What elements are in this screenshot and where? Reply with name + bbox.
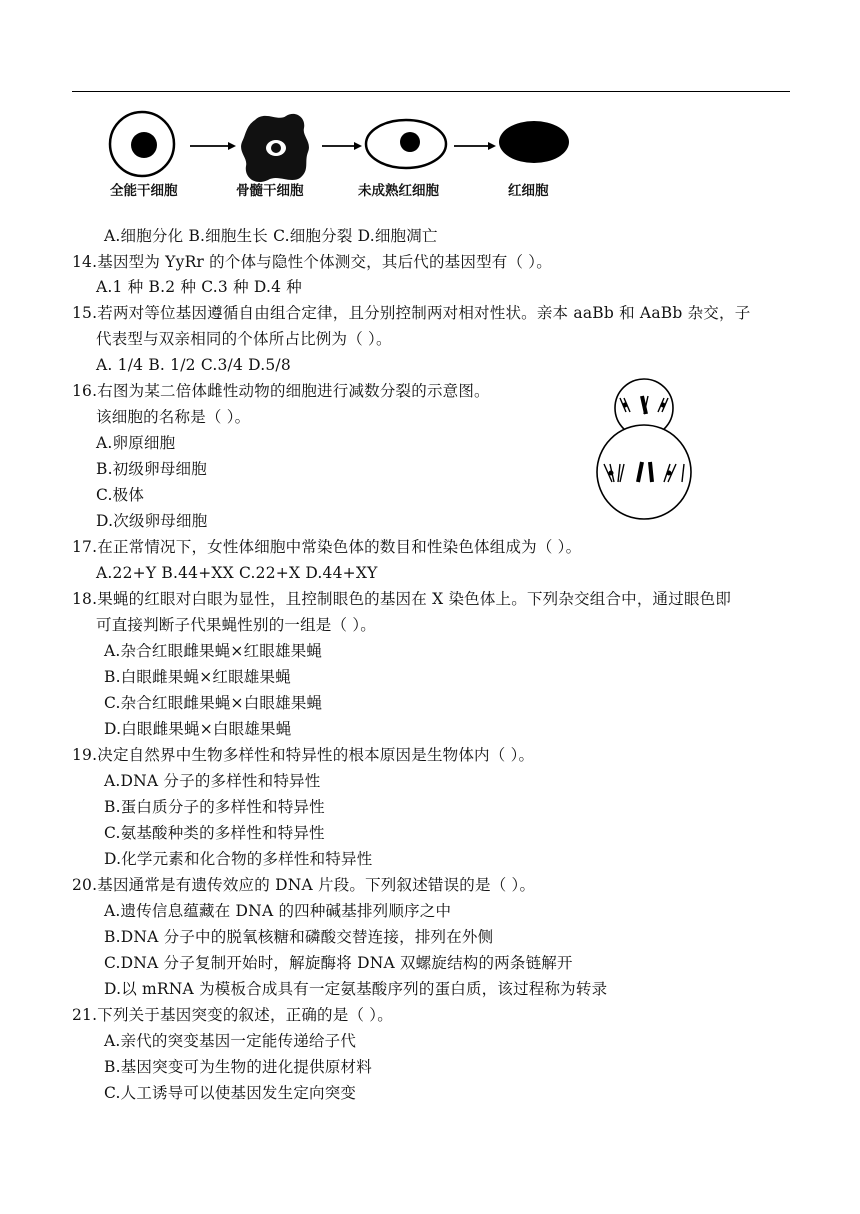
meiosis-cell-figure <box>584 378 704 520</box>
q19-stem: 19.决定自然界中生物多样性和特异性的根本原因是生物体内（ ）。 <box>72 746 535 764</box>
q17-options: A.22+Y B.44+XX C.22+X D.44+XY <box>96 564 378 582</box>
q21-option-c: C.人工诱导可以使基因发生定向突变 <box>104 1084 357 1102</box>
q16-option-a: A.卵原细胞 <box>96 434 176 452</box>
q17-stem: 17.在正常情况下，女性体细胞中常染色体的数目和性染色体组成为（ ）。 <box>72 538 582 556</box>
q19-option-c: C.氨基酸种类的多样性和特异性 <box>104 824 325 842</box>
q19-option-a: A.DNA 分子的多样性和特异性 <box>104 772 321 790</box>
q15-stem-line2: 代表型与双亲相同的个体所占比例为（ ）。 <box>96 330 392 348</box>
q21-option-b: B.基因突变可为生物的进化提供原材料 <box>104 1058 372 1076</box>
header-rule <box>72 91 790 92</box>
q13-options: A.细胞分化 B.细胞生长 C.细胞分裂 D.细胞凋亡 <box>104 227 438 245</box>
q18-stem-line2: 可直接判断子代果蝇性别的一组是（ ）。 <box>96 616 376 634</box>
q20-option-d: D.以 mRNA 为模板合成具有一定氨基酸序列的蛋白质，该过程称为转录 <box>104 980 608 998</box>
figure-label-red-cell: 红细胞 <box>508 183 549 199</box>
red-blood-cell-icon <box>499 121 569 163</box>
q18-option-d: D.白眼雌果蝇×白眼雄果蝇 <box>104 720 292 738</box>
q16-option-c: C.极体 <box>96 486 145 504</box>
q16-option-b: B.初级卵母细胞 <box>96 460 207 478</box>
q19-option-b: B.蛋白质分子的多样性和特异性 <box>104 798 325 816</box>
q14-options: A.1 种 B.2 种 C.3 种 D.4 种 <box>96 278 303 296</box>
figure-label-totipotent: 全能干细胞 <box>110 183 178 199</box>
q18-option-b: B.白眼雌果蝇×红眼雄果蝇 <box>104 668 291 686</box>
q15-stem-line1: 15.若两对等位基因遵循自由组合定律，且分别控制两对相对性状。亲本 aaBb 和 AaBb 杂交，子 <box>72 304 751 322</box>
q18-option-a: A.杂合红眼雌果蝇×红眼雄果蝇 <box>104 642 323 660</box>
q21-stem: 21.下列关于基因突变的叙述，正确的是（ ）。 <box>72 1006 393 1024</box>
figure-label-immature-red: 未成熟红细胞 <box>358 183 439 199</box>
q15-options: A. 1/4 B. 1/2 C.3/4 D.5/8 <box>96 356 291 374</box>
q14-stem: 14.基因型为 YyRr 的个体与隐性个体测交，其后代的基因型有（ ）。 <box>72 253 552 271</box>
q18-stem-line1: 18.果蝇的红眼对白眼为显性，且控制眼色的基因在 X 染色体上。下列杂交组合中，通过眼色即 <box>72 590 732 608</box>
q20-stem: 20.基因通常是有遗传效应的 DNA 片段。下列叙述错误的是（ ）。 <box>72 876 536 894</box>
q16-option-d: D.次级卵母细胞 <box>96 512 208 530</box>
q16-stem-line2: 该细胞的名称是（ ）。 <box>96 408 251 426</box>
q18-option-c: C.杂合红眼雌果蝇×白眼雄果蝇 <box>104 694 323 712</box>
q16-stem-line1: 16.右图为某二倍体雌性动物的细胞进行减数分裂的示意图。 <box>72 382 490 400</box>
q21-option-a: A.亲代的突变基因一定能传递给子代 <box>104 1032 357 1050</box>
figure-label-bone-marrow: 骨髓干细胞 <box>236 183 304 199</box>
q20-option-b: B.DNA 分子中的脱氧核糖和磷酸交替连接，排列在外侧 <box>104 928 494 946</box>
q20-option-a: A.遗传信息蕴藏在 DNA 的四种碱基排列顺序之中 <box>104 902 452 920</box>
q20-option-c: C.DNA 分子复制开始时，解旋酶将 DNA 双螺旋结构的两条链解开 <box>104 954 573 972</box>
q19-option-d: D.化学元素和化合物的多样性和特异性 <box>104 850 373 868</box>
